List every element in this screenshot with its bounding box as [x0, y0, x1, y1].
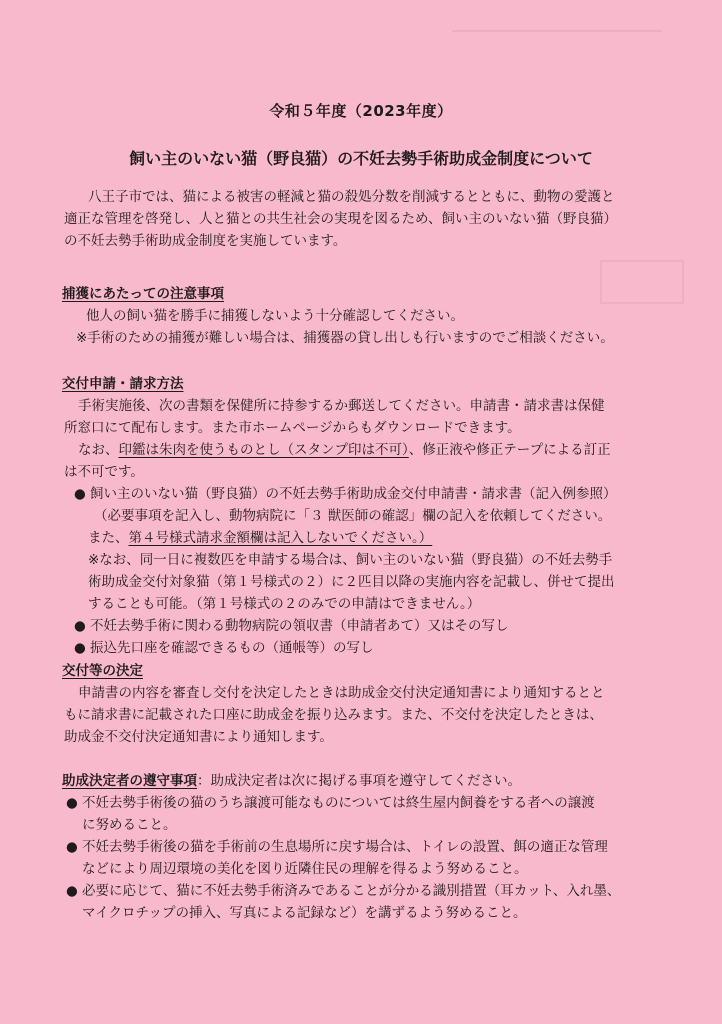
required-doc-sub: （必要事項を記入し、動物病院に「３ 獣医師の確認」欄の記入を依頼してください。	[94, 508, 612, 524]
bullet-icon: ●	[74, 618, 86, 634]
obligation-item	[0, 880, 722, 902]
capture-section	[0, 283, 722, 349]
seal-note-tail: は不可です。	[64, 464, 144, 480]
decision-heading: 交付等の決定	[62, 663, 143, 679]
obligation-line: などにより周辺環境の美化を図り近隣住民の理解を得るよう努めること。	[82, 861, 528, 877]
application-line: 手術実施後、次の書類を保健所に持参するか郵送してください。申請書・請求書は保健	[78, 398, 605, 414]
obligations-heading-tail: ：助成決定者は次に掲げる事項を遵守してください。	[197, 773, 521, 789]
obligation-item	[0, 792, 722, 814]
required-doc-item	[0, 615, 722, 637]
application-line: 所窓口にて配布します。また市ホームページからもダウンロードできます。	[64, 420, 521, 436]
required-doc-sub-underlined: 第４号様式請求金額欄は記入しないでください。	[128, 530, 419, 546]
intro-section	[0, 186, 722, 252]
obligation-line: 不妊去勢手術後の猫のうち譲渡可能なものについては終生屋内飼養をする者への譲渡	[82, 795, 595, 811]
required-doc-sub: 術助成金交付対象猫（第１号様式の２）に２匹目以降の実施内容を記載し、併せて提出	[88, 574, 615, 590]
intro-line: の不妊去勢手術助成金制度を実施しています。	[64, 233, 347, 249]
required-doc-sub: ※なお、同一日に複数匹を申請する場合は、飼い主のいない猫（野良猫）の不妊去勢手	[88, 552, 613, 568]
required-doc-item	[0, 637, 722, 659]
decision-section	[0, 660, 722, 748]
bullet-icon: ●	[74, 640, 86, 656]
obligation-item	[0, 836, 722, 858]
bullet-icon: ●	[66, 839, 78, 855]
decision-line: 助成金不交付決定通知書により通知します。	[64, 729, 333, 745]
obligation-line: 不妊去勢手術後の猫を手術前の生息場所に戻す場合は、トイレの設置、餌の適正な管理	[82, 839, 608, 855]
required-doc-sub: することも可能。（第１号様式の２のみでの申請はできません。）	[88, 596, 481, 612]
intro-line: 八王子市では、猫による被害の軽減と猫の殺処分数を削減するとともに、動物の愛護と	[88, 189, 615, 205]
bullet-icon: ●	[66, 795, 78, 811]
obligation-line: に努めること。	[82, 817, 177, 833]
required-doc-label: 不妊去勢手術に関わる動物病院の領収書（申請者あて）又はその写し	[90, 618, 509, 634]
bullet-icon: ●	[74, 486, 86, 502]
obligations-section	[0, 770, 722, 924]
obligation-line: マイクロチップの挿入、写真による記録など）を講ずるよう努めること。	[82, 905, 527, 921]
seal-note-prefix: なお、	[78, 442, 119, 458]
capture-line: 他人の飼い猫を勝手に捕獲しないよう十分確認してください。	[86, 308, 464, 324]
capture-heading: 捕獲にあたっての注意事項	[62, 286, 224, 302]
required-doc-label: 飼い主のいない猫（野良猫）の不妊去勢手術助成金交付申請書・請求書（記入例参照）	[90, 486, 617, 502]
decision-line: 申請書の内容を審査し交付を決定したときは助成金交付決定通知書により通知するとと	[78, 685, 605, 701]
application-section	[0, 373, 722, 659]
required-doc-sub	[0, 527, 722, 549]
required-doc-label: 振込先口座を確認できるもの（通帳等）の写し	[90, 640, 374, 656]
capture-note: ※手術のための捕獲が難しい場合は、捕獲器の貸し出しも行いますのでご相談ください。	[76, 330, 614, 346]
bullet-icon: ●	[66, 883, 78, 899]
obligation-line: 必要に応じて、猫に不妊去勢手術済みであることが分かる識別措置（耳カット、入れ墨、	[82, 883, 621, 899]
page-title: 飼い主のいない猫（野良猫）の不妊去勢手術助成金制度について	[129, 149, 593, 168]
required-doc-sub-prefix: また、	[88, 530, 129, 546]
intro-line: 適正な管理を啓発し、人と猫との共生社会の実現を図るため、飼い主のいない猫（野良猫）	[64, 211, 617, 227]
required-doc-sub-suffix: ）	[418, 530, 433, 546]
decision-line: もに請求書に記載された口座に助成金を振り込みます。また、不交付を決定したときは、	[64, 707, 603, 723]
obligations-heading: 助成決定者の遵守事項	[62, 773, 197, 789]
required-doc-item	[0, 483, 722, 505]
show-through-mark	[452, 30, 662, 92]
seal-note-underlined: 印鑑は朱肉を使うものとし（スタンプ印は不可）	[118, 442, 409, 458]
obligations-header	[0, 770, 722, 792]
seal-note	[0, 439, 722, 461]
application-heading: 交付申請・請求方法	[62, 376, 184, 392]
fiscal-year-title: 令和５年度（2023年度）	[269, 102, 453, 120]
seal-note-suffix: 、修正液や修正テープによる訂正	[408, 442, 611, 458]
